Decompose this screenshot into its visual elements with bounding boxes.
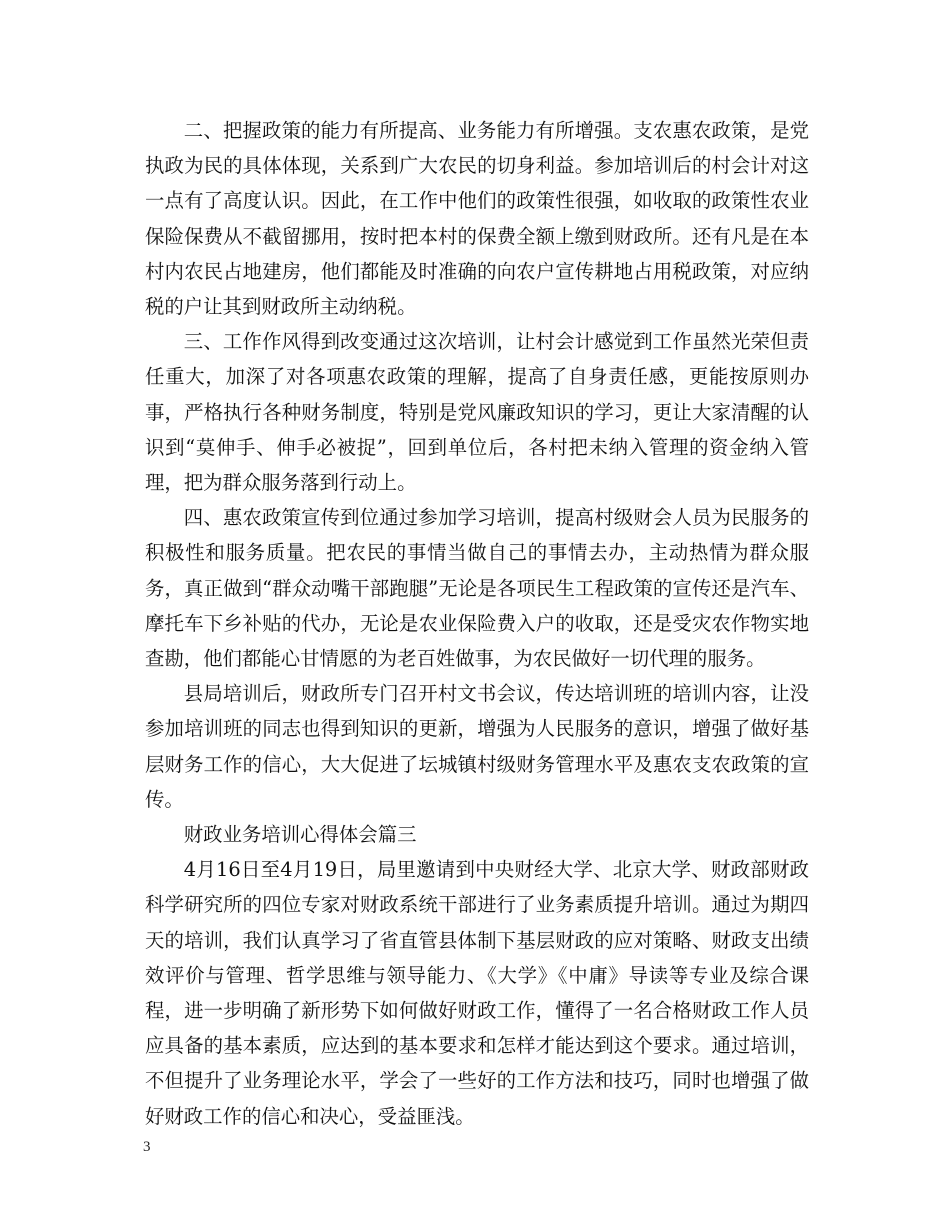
paragraph-work-style: 三、工作作风得到改变通过这次培训，让村会计感觉到工作虽然光荣但责任重大，加深了对各项惠农政策的理解，提高了自身责任感，更能按原则办事，严格执行各种财务制度，特别是党风廉政知识的学习，更让大家清醒的认识到“莫伸手、伸手必被捉”，回到单位后，各村把未纳入管理的资金纳入管理，把为群众服务落到行动上。	[145, 330, 809, 495]
document-body	[145, 113, 809, 1134]
paragraph-policy-ability: 二、把握政策的能力有所提高、业务能力有所增强。支农惠农政策，是党执政为民的具体体现，关系到广大农民的切身利益。参加培训后的村会计对这一点有了高度认识。因此，在工作中他们的政策性很强，如收取的政策性农业保险保费从不截留挪用，按时把本村的保费全额上缴到财政所。还有凡是在本村内农民占地建房，他们都能及时准确的向农户宣传耕地占用税政策，对应纳税的户让其到财政所主动纳税。	[145, 119, 809, 319]
paragraph-expert-training: 4月16日至4月19日，局里邀请到中央财经大学、北京大学、财政部财政科学研究所的四位专家对财政系统干部进行了业务素质提升培训。通过为期四天的培训，我们认真学习了省直管县体制下基层财政的应对策略、财政支出绩效评价与管理、哲学思维与领导能力、《大学》《中庸》导读等专业及综合课程，进一步明确了新形势下如何做好财政工作，懂得了一名合格财政工作人员应具备的基本素质，应达到的基本要求和怎样才能达到这个要求。通过培训，不但提升了业务理论水平，学会了一些好的工作方法和技巧，同时也增强了做好财政工作的信心和决心，受益匪浅。	[145, 858, 809, 1128]
page-number: 3	[143, 1139, 151, 1155]
paragraph-county-training: 县局培训后，财政所专门召开村文书会议，传达培训班的培训内容，让没参加培训班的同志也得到知识的更新，增强为人民服务的意识，增强了做好基层财务工作的信心，大大促进了坛城镇村级财务管理水平及惠农支农政策的宣传。	[145, 682, 809, 811]
section-title: 财政业务培训心得体会篇三	[183, 823, 417, 847]
paragraph-policy-promotion: 四、惠农政策宣传到位通过参加学习培训，提高村级财会人员为民服务的积极性和服务质量。把农民的事情当做自己的事情去办，主动热情为群众服务，真正做到“群众动嘴干部跑腿”无论是各项民生工程政策的宣传还是汽车、摩托车下乡补贴的代办，无论是农业保险费入户的收取，还是受灾农作物实地查勘，他们都能心甘情愿的为老百姓做事，为农民做好一切代理的服务。	[145, 506, 809, 671]
